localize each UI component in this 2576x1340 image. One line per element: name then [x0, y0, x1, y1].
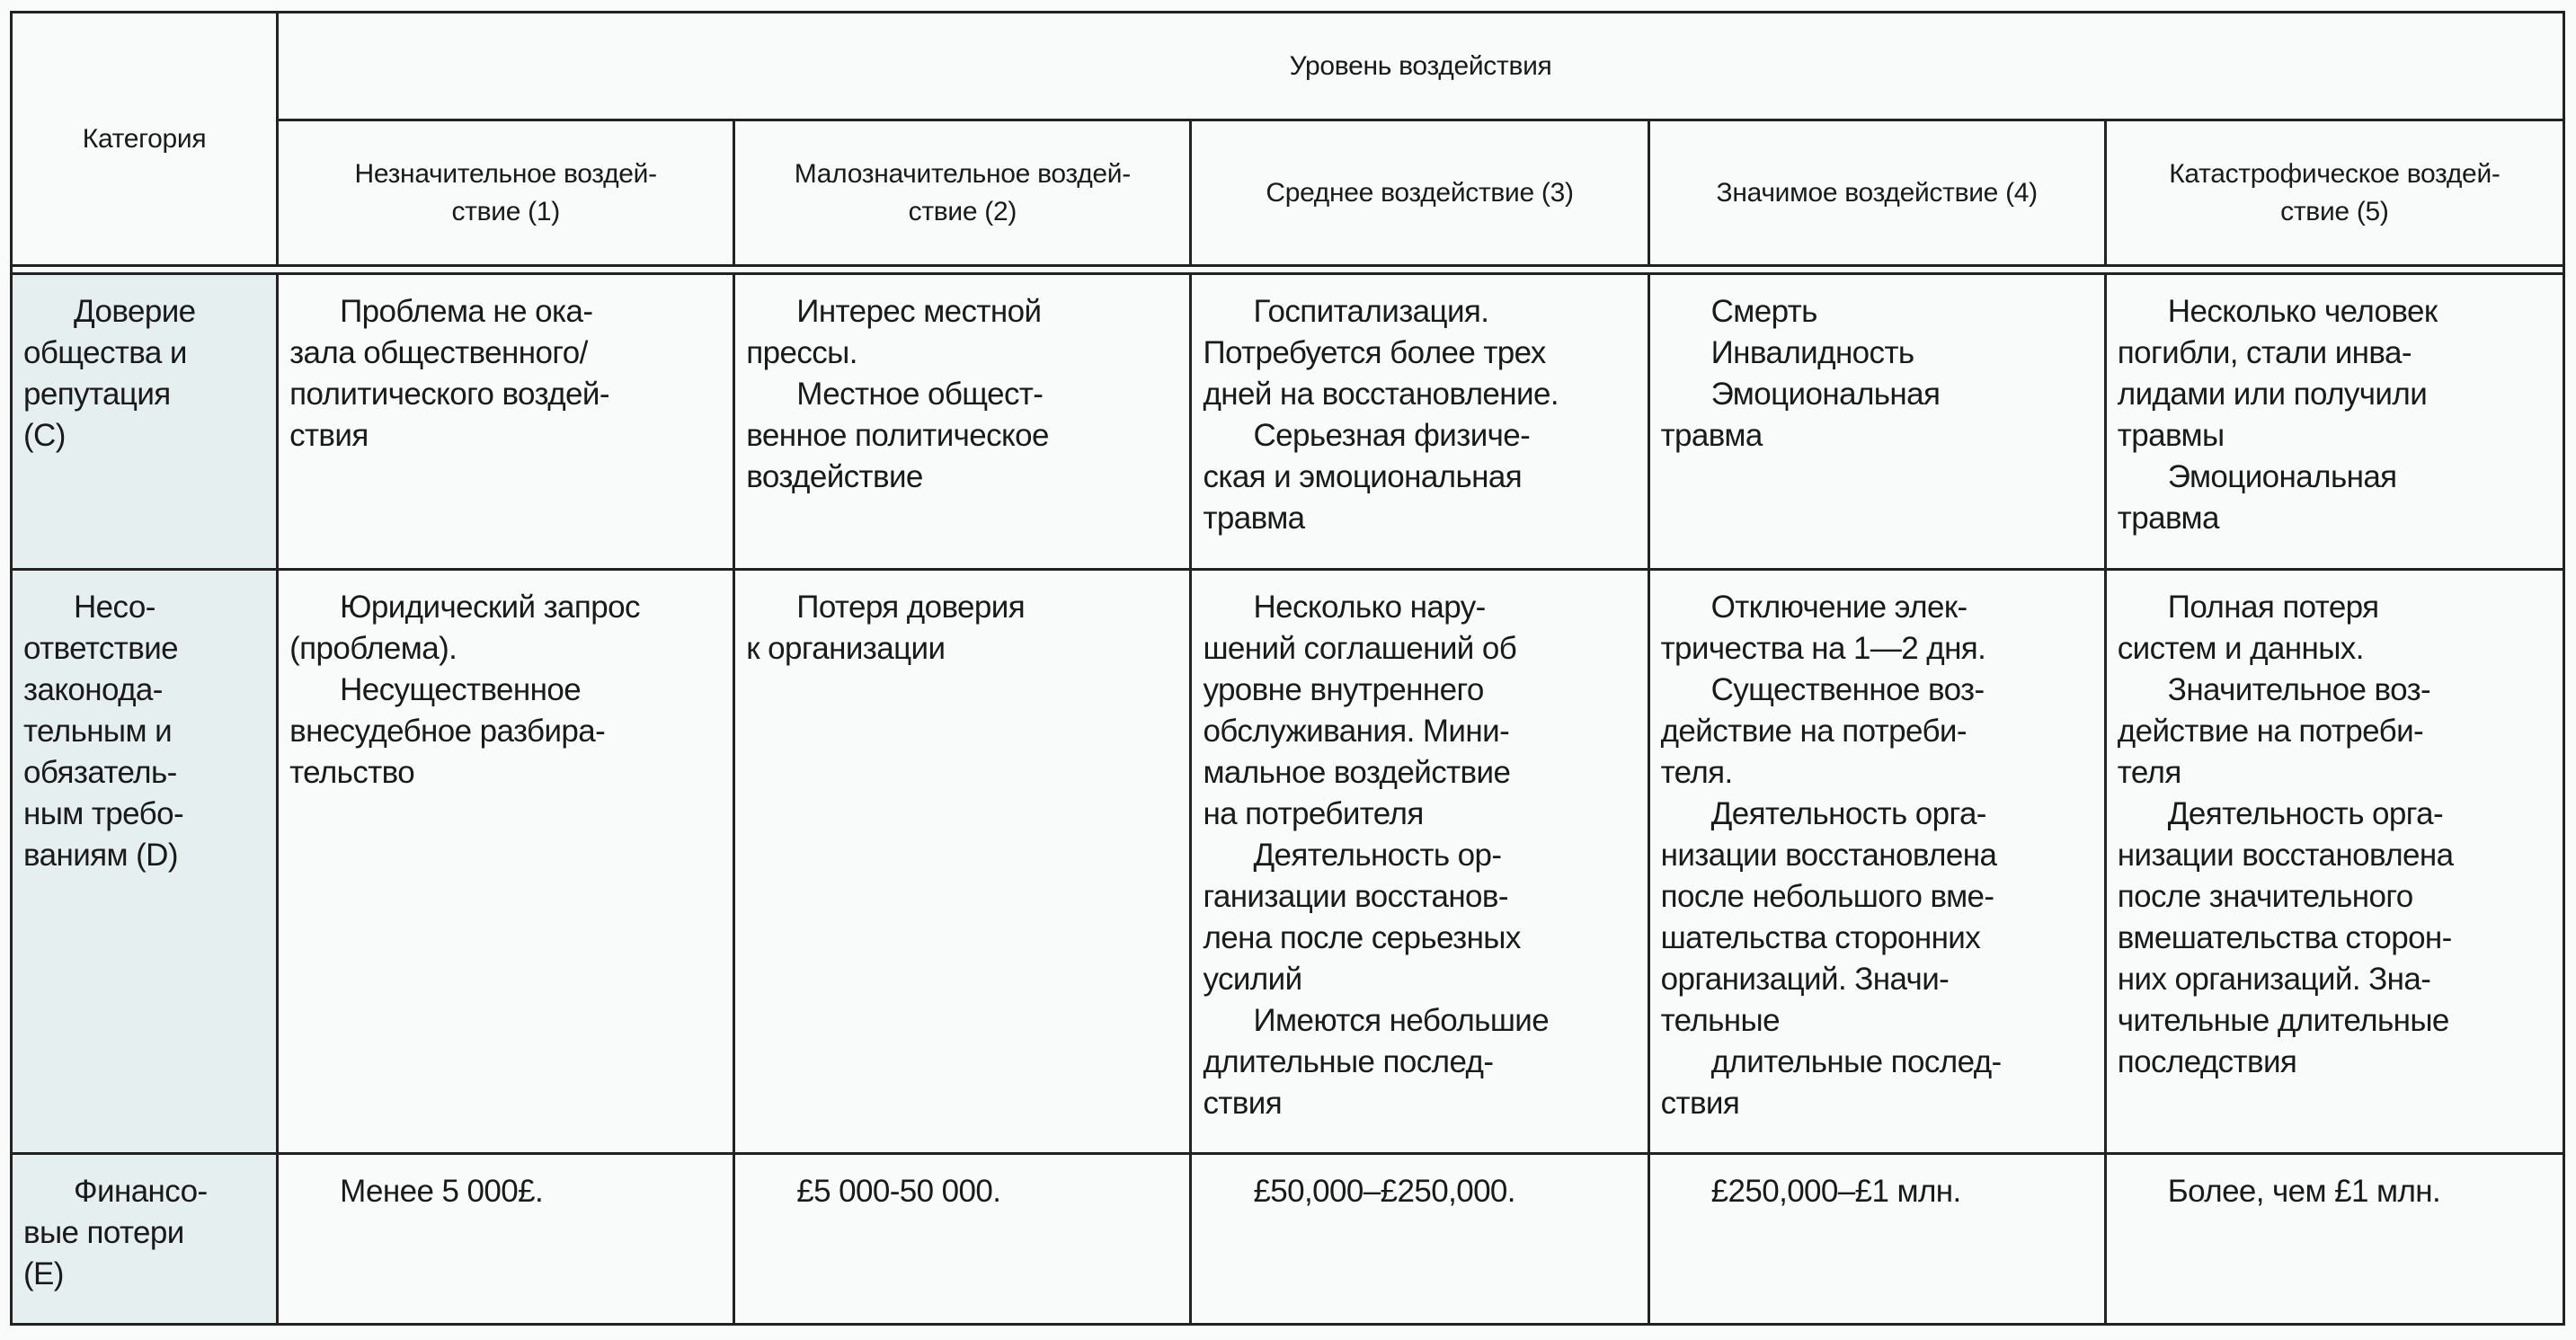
cell-text-line: Юридический запрос — [340, 590, 640, 625]
cell-text-line: Более, чем £1 млн. — [2167, 1174, 2441, 1209]
impact-cell — [2105, 1154, 2563, 1325]
table-row — [12, 570, 2564, 1154]
impact-cell — [734, 570, 1191, 1154]
cell-text-line: после небольшого вме- — [1660, 879, 1994, 914]
cell-text-line: £50,000–£250,000. — [1253, 1174, 1515, 1209]
cell-text-line: низации восстановлена — [2117, 838, 2454, 873]
cell-text-line: травма — [2117, 501, 2219, 536]
cell-text-line: травма — [1203, 501, 1305, 536]
cell-text-line: венное политическое — [746, 418, 1049, 453]
cell-text-line: лидами или получили — [2117, 377, 2428, 412]
cell-text-line: Проблема не ока- — [340, 294, 593, 329]
cell-text-line: Эмоциональная — [2167, 459, 2397, 494]
impact-level-column-header — [1191, 120, 1648, 266]
cell-text-line: Несо- — [74, 590, 155, 625]
cell-text-line: Смерть — [1710, 294, 1817, 329]
cell-text-line: Эмоциональная — [1710, 377, 1941, 412]
cell-text-line: погибли, стали инва- — [2117, 335, 2412, 370]
cell-text-line: Доверие — [74, 294, 196, 329]
category-cell — [12, 1154, 278, 1325]
cell-text-line: внесудебное разбира- — [289, 714, 606, 749]
cell-text-line: Несколько человек — [2167, 294, 2438, 329]
cell-text-line: вые потери — [23, 1215, 184, 1250]
cell-text-line: низации восстановлена — [1660, 838, 1997, 873]
header-text-line: Катастрофическое воздей- — [2169, 158, 2500, 189]
cell-text-line: Имеются небольшие — [1253, 1003, 1550, 1038]
impact-level-column-header — [2105, 120, 2563, 266]
cell-text-line: ответствие — [23, 631, 179, 666]
cell-text-line: действие на потреби- — [1660, 714, 1967, 749]
cell-text-line: Интерес местной — [796, 294, 1042, 329]
table-row — [12, 274, 2564, 570]
cell-text-line: ваниям (D) — [23, 838, 178, 873]
cell-text-line: чительные длительные — [2117, 1003, 2449, 1038]
cell-text-line: Госпитализация. — [1253, 294, 1489, 329]
cell-text-line: вмешательства сторон- — [2117, 920, 2452, 955]
cell-text-line: £250,000–£1 млн. — [1710, 1174, 1961, 1209]
header-text-line: Среднее воздействие (3) — [1266, 177, 1574, 208]
header-text-line: Незначительное воздей- — [354, 158, 657, 189]
impact-level-column-header — [278, 120, 734, 266]
impact-cell — [1191, 1154, 1648, 1325]
cell-text-line: действие на потреби- — [2117, 714, 2424, 749]
cell-text-line: ганизации восстанов- — [1203, 879, 1508, 914]
cell-text-line: шений соглашений об — [1203, 631, 1517, 666]
category-cell — [12, 274, 278, 570]
category-cell — [12, 570, 278, 1154]
cell-text-line: длительные послед- — [1203, 1044, 1494, 1079]
header-text-line: ствие (1) — [451, 196, 560, 226]
cell-text-line: (E) — [23, 1256, 64, 1291]
cell-text-line: травма — [1660, 418, 1763, 453]
cell-text-line: Несущественное — [340, 672, 582, 707]
cell-text-line: (C) — [23, 418, 66, 453]
header-text-line: ствие (2) — [908, 196, 1017, 226]
cell-text-line: лена после серьезных — [1203, 920, 1521, 955]
cell-text-line: Деятельность орга- — [2167, 796, 2444, 831]
cell-text-line: Менее 5 000£. — [340, 1174, 544, 1209]
impact-cell — [278, 570, 734, 1154]
impact-cell — [2105, 570, 2563, 1154]
cell-text-line: после значительного — [2117, 879, 2413, 914]
impact-cell — [1648, 274, 2105, 570]
impact-level-column-header — [1648, 120, 2105, 266]
cell-text-line: обязатель- — [23, 755, 177, 790]
cell-text-line: Полная потеря — [2167, 590, 2379, 625]
impact-cell — [1191, 570, 1648, 1154]
cell-text-line: репутация — [23, 377, 171, 412]
impact-level-header — [278, 13, 2564, 120]
cell-text-line: травмы — [2117, 418, 2225, 453]
cell-text-line: Отключение элек- — [1710, 590, 1968, 625]
impact-level-table — [10, 11, 2565, 1326]
cell-text-line: обслуживания. Мини- — [1203, 714, 1510, 749]
cell-text-line: ствия — [289, 418, 369, 453]
cell-text-line: теля. — [1660, 755, 1733, 790]
cell-text-line: тельным и — [23, 714, 173, 749]
cell-text-line: тельные — [1660, 1003, 1780, 1038]
impact-cell — [1648, 1154, 2105, 1325]
cell-text-line: общества и — [23, 335, 187, 370]
cell-text-line: к организации — [746, 631, 946, 666]
impact-level-header-label: Уровень воздействия — [1289, 50, 1552, 81]
cell-text-line: них организаций. Зна- — [2117, 962, 2431, 997]
cell-text-line: длительные послед- — [1710, 1044, 2002, 1079]
cell-text-line: Потеря доверия — [796, 590, 1026, 625]
cell-text-line: тричества на 1—2 дня. — [1660, 631, 1986, 666]
cell-text-line: воздействие — [746, 459, 923, 494]
cell-text-line: дней на восстановление. — [1203, 377, 1559, 412]
cell-text-line: Значительное воз- — [2167, 672, 2431, 707]
cell-text-line: тельство — [289, 755, 415, 790]
cell-text-line: зала общественного/ — [289, 335, 588, 370]
cell-text-line: Местное общест- — [796, 377, 1044, 412]
header-text-line: ствие (5) — [2280, 196, 2389, 226]
cell-text-line: политического воздей- — [289, 377, 609, 412]
impact-cell — [1648, 570, 2105, 1154]
cell-text-line: Деятельность орга- — [1710, 796, 1986, 831]
cell-text-line: ствия — [1660, 1086, 1740, 1121]
cell-text-line: Финансо- — [74, 1174, 208, 1209]
cell-text-line: систем и данных. — [2117, 631, 2364, 666]
table-row — [12, 1154, 2564, 1325]
category-header-label: Категория — [82, 123, 207, 154]
impact-cell — [2105, 274, 2563, 570]
impact-cell — [278, 1154, 734, 1325]
cell-text-line: уровне внутреннего — [1203, 672, 1484, 707]
impact-level-column-header — [734, 120, 1191, 266]
impact-cell — [278, 274, 734, 570]
category-header — [12, 13, 278, 266]
cell-text-line: Деятельность ор- — [1253, 838, 1502, 873]
cell-text-line: ская и эмоциональная — [1203, 459, 1523, 494]
cell-text-line: законода- — [23, 672, 163, 707]
cell-text-line: ствия — [1203, 1086, 1283, 1121]
cell-text-line: мальное воздействие — [1203, 755, 1511, 790]
cell-text-line: на потребителя — [1203, 796, 1424, 831]
cell-text-line: Существенное воз- — [1710, 672, 1985, 707]
cell-text-line: прессы. — [746, 335, 857, 370]
header-text-line: Малозначительное воздей- — [794, 158, 1131, 189]
cell-text-line: Потребуется более трех — [1203, 335, 1546, 370]
cell-text-line: шательства сторонних — [1660, 920, 1981, 955]
cell-text-line: теля — [2117, 755, 2181, 790]
cell-text-line: усилий — [1203, 962, 1302, 997]
impact-cell — [734, 274, 1191, 570]
cell-text-line: Серьезная физиче- — [1253, 418, 1531, 453]
cell-text-line: Инвалидность — [1710, 335, 1914, 370]
header-text-line: Значимое воздействие (4) — [1716, 177, 2038, 208]
impact-cell — [1191, 274, 1648, 570]
cell-text-line: Несколько нару- — [1253, 590, 1486, 625]
cell-text-line: (проблема). — [289, 631, 457, 666]
impact-cell — [734, 1154, 1191, 1325]
cell-text-line: ным требо- — [23, 796, 184, 831]
cell-text-line: организаций. Значи- — [1660, 962, 1950, 997]
cell-text-line: последствия — [2117, 1044, 2297, 1079]
cell-text-line: £5 000-50 000. — [796, 1174, 1001, 1209]
